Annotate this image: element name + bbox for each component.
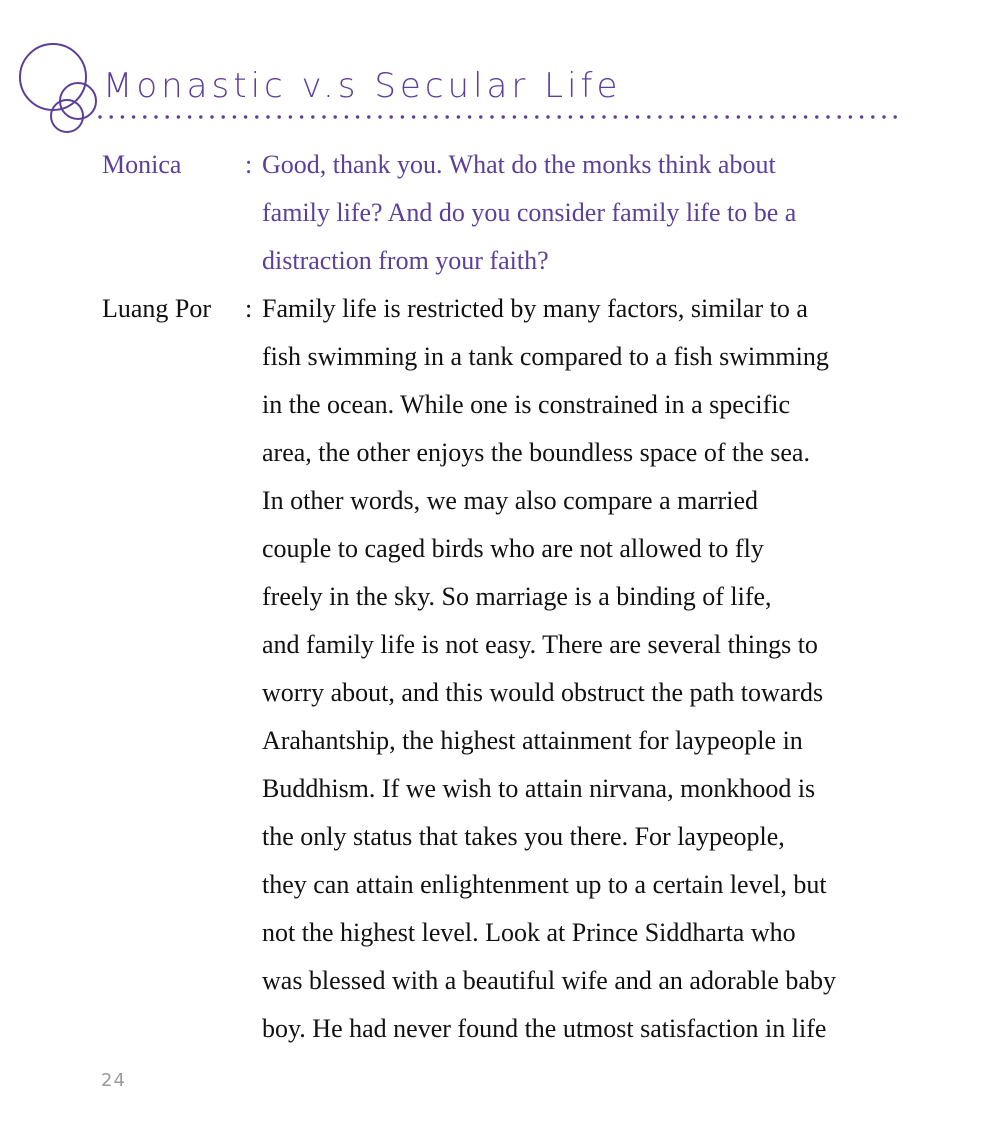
text-line: freely in the sky. So marriage is a binding of life, (262, 582, 772, 611)
overlapping-circles-icon (12, 40, 102, 135)
dialogue-text (262, 141, 902, 285)
text-line: Family life is restricted by many factors, similar to a (262, 294, 808, 323)
dialogue-turn-monica (102, 141, 902, 285)
text-line: Buddhism. If we wish to attain nirvana, monkhood is (262, 774, 816, 803)
text-line: worry about, and this would obstruct the path towards (262, 678, 824, 707)
text-line: distraction from your faith? (262, 246, 549, 275)
text-line: Good, thank you. What do the monks think about (262, 150, 776, 179)
dialogue (102, 141, 902, 1053)
page-title: Monastic v.s Secular Life (103, 66, 622, 106)
page-number: 24 (101, 1070, 126, 1091)
text-line: they can attain enlightenment up to a certain level, but (262, 870, 827, 899)
text-line: couple to caged birds who are not allowed to fly (262, 534, 764, 563)
text-line: and family life is not easy. There are several things to (262, 630, 818, 659)
text-line: fish swimming in a tank compared to a fish swimming (262, 342, 829, 371)
dialogue-turn-luang-por (102, 285, 902, 1053)
text-line: in the ocean. While one is constrained in a specific (262, 390, 790, 419)
text-line: family life? And do you consider family life to be a (262, 198, 797, 227)
text-line: was blessed with a beautiful wife and an adorable baby (262, 966, 836, 995)
text-line: boy. He had never found the utmost satisfaction in life (262, 1014, 827, 1043)
speaker-name: Luang Por (102, 294, 212, 323)
text-line: the only status that takes you there. For laypeople, (262, 822, 785, 851)
text-line: not the highest level. Look at Prince Siddharta who (262, 918, 796, 947)
dialogue-text (262, 285, 902, 1053)
text-line: area, the other enjoys the boundless space of the sea. (262, 438, 810, 467)
speaker-separator: : (245, 150, 253, 179)
text-line: Arahantship, the highest attainment for laypeople in (262, 726, 803, 755)
speaker-separator: : (245, 294, 253, 323)
speaker-name: Monica (102, 150, 182, 179)
dotted-divider (98, 112, 903, 122)
text-line: In other words, we may also compare a married (262, 486, 758, 515)
